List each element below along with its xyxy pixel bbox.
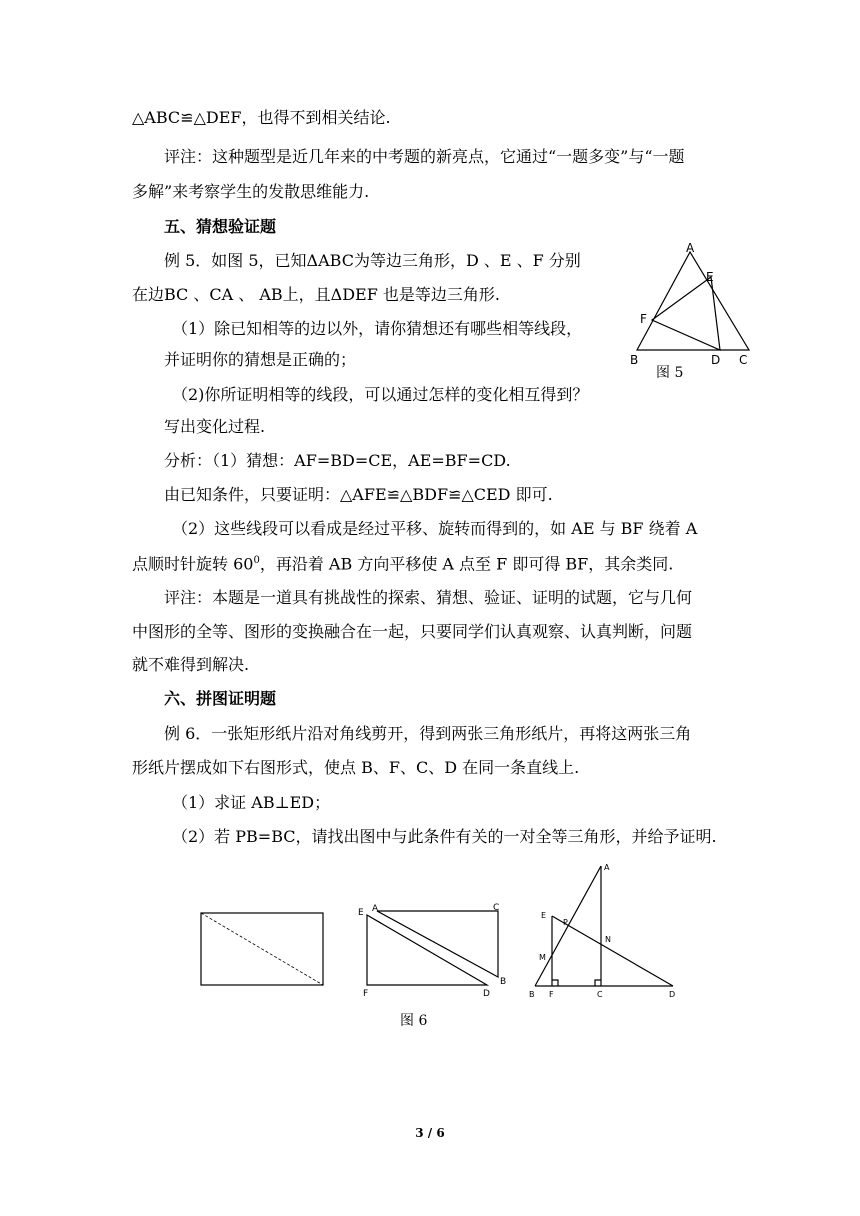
figure-6-arranged-triangles	[525, 860, 690, 1002]
label-b: B	[630, 353, 639, 367]
figure-6-rectangle	[200, 912, 326, 988]
analysis-line	[132, 549, 673, 576]
label-a: A	[372, 904, 379, 914]
comment-line: 评注：本题是一道具有挑战性的探索、猜想、验证、证明的试题，它与几何	[164, 588, 693, 607]
question-line: （2)你所证明相等的线段，可以通过怎样的变化相互得到？	[172, 385, 589, 404]
figure-5-caption: 图 5	[656, 365, 684, 381]
question-line: 写出变化过程.	[164, 417, 266, 436]
comment-line: 就不难得到解决.	[132, 655, 250, 674]
text-run: ，再沿着 AB 方向平移使 A 点至 F 即可得 BF，其余类同.	[259, 554, 674, 574]
triangle-def	[652, 277, 720, 350]
question-line: 并证明你的猜想是正确的；	[164, 350, 357, 369]
example-line: 在边BC 、CA 、 AB上，且ΔDEF 也是等边三角形.	[132, 285, 501, 304]
figure-6-caption: 图 6	[400, 1013, 428, 1029]
analysis-line: 由已知条件，只要证明：△AFE≌△BDF≌△CED 即可.	[164, 485, 553, 504]
example-line: 形纸片摆成如下右图形式，使点 B、F、C、D 在同一条直线上.	[132, 758, 580, 777]
right-angle-f	[552, 980, 558, 986]
triangle-acb	[377, 911, 498, 977]
example-line: 例 5．如图 5，已知ΔABC为等边三角形，D 、E 、F 分别	[164, 251, 581, 270]
figure-6-split-rectangle	[355, 900, 515, 1000]
label-b: B	[529, 990, 535, 999]
label-c: C	[597, 990, 603, 999]
question-line: （1）除已知相等的边以外，请你猜想还有哪些相等线段，	[172, 319, 583, 338]
section-heading: 五、猜想验证题	[164, 217, 277, 236]
superscript: 0	[253, 555, 260, 566]
label-f: F	[549, 990, 554, 999]
question-line: （1）求证 AB⊥ED；	[172, 793, 331, 812]
text-run: 点顺时针旋转 60	[132, 554, 254, 574]
label-e: E	[541, 911, 547, 920]
page-number: 3 / 6	[415, 1126, 445, 1140]
label-e: E	[358, 908, 364, 918]
segment-ed	[552, 916, 673, 986]
triangle-efd	[367, 915, 487, 985]
label-c: C	[739, 353, 748, 367]
segment-ab	[535, 866, 601, 986]
comment-line: 中图形的全等、图形的变换融合在一起，只要同学们认真观察、认真判断，问题	[132, 622, 693, 641]
section-heading: 六、拼图证明题	[164, 689, 277, 708]
analysis-line: 分析：（1）猜想：AF=BD=CE，AE=BF=CD.	[164, 451, 511, 470]
label-d: D	[669, 990, 676, 999]
analysis-line: （2）这些线段可以看成是经过平移、旋转而得到的，如 AE 与 BF 绕着 A	[172, 519, 698, 538]
right-angle-c	[595, 980, 601, 986]
paragraph-line: △ABC≌△DEF，也得不到相关结论.	[132, 108, 391, 127]
label-a: A	[686, 241, 695, 255]
label-n: N	[605, 935, 611, 944]
label-d: D	[711, 353, 721, 367]
label-m: M	[539, 953, 546, 962]
label-d: D	[483, 989, 490, 999]
label-f: F	[363, 989, 369, 999]
label-f: F	[640, 312, 647, 326]
triangle-abc	[637, 252, 749, 350]
label-e: E	[706, 270, 714, 284]
label-c: C	[493, 903, 500, 913]
label-b: B	[500, 977, 507, 987]
example-line: 例 6．一张矩形纸片沿对角线剪开，得到两张三角形纸片，再将这两张三角	[164, 724, 692, 743]
label-a: A	[604, 863, 610, 872]
paragraph-line: 多解”来考察学生的发散思维能力.	[132, 182, 370, 201]
paragraph-line: 评注：这种题型是近几年来的中考题的新亮点，它通过“一题多变”与“一题	[164, 147, 685, 166]
label-p: P	[563, 918, 568, 927]
figure-5-diagram	[625, 240, 765, 380]
question-line: （2）若 PB=BC，请找出图中与此条件有关的一对全等三角形，并给予证明.	[172, 827, 717, 846]
